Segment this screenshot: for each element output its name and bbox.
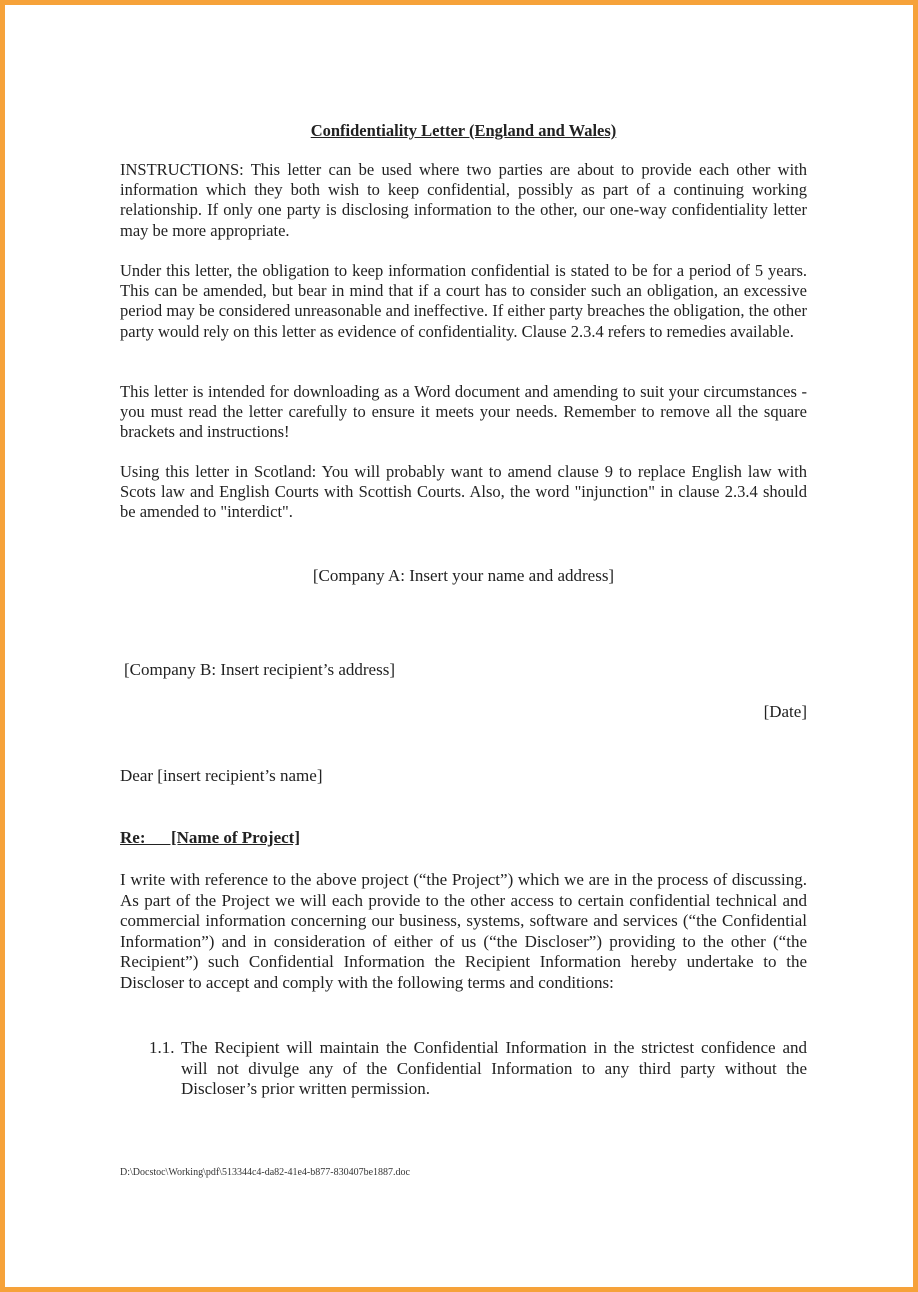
date-placeholder: [Date] [763,702,807,721]
download-paragraph: This letter is intended for downloading as a Word document and amending to suit your circumstances - you must read the letter carefully to ensure it meets your needs. Remember to remove all the square brackets and instructions! [120,382,807,442]
company-a-placeholder: [Company A: Insert your name and address] [312,566,615,585]
company-b-placeholder: [Company B: Insert recipient’s address] [124,660,395,679]
clause-number: 1.1. [149,1038,175,1057]
re-line: Re: [Name of Project] [120,828,300,847]
salutation: Dear [insert recipient’s name] [120,766,323,785]
document-title: Confidentiality Letter (England and Wales) [310,121,617,140]
scotland-paragraph: Using this letter in Scotland: You will probably want to amend clause 9 to replace English law with Scots law and English Courts with Scottish Courts. Also, the word "injunction" in clause 2.3.4 should be amended to "interdict". [120,462,807,522]
period-paragraph: Under this letter, the obligation to keep information confidential is stated to be for a period of 5 years. This can be amended, but bear in mind that if a court has to consider such an obligation, an excessive period may be considered unreasonable and ineffective. If either party breaches the obligation, the other party would rely on this letter as evidence of confidentiality. Clause 2.3.4 refers to remedies available. [120,261,807,341]
clause-text: The Recipient will maintain the Confidential Information in the strictest confidence and will not divulge any of the Confidential Information to any third party without the Discloser’s prior written permission. [181,1038,807,1099]
footer-file-path: D:\Docstoc\Working\pdf\513344c4-da82-41e4-b877-830407be1887.doc [120,1167,410,1178]
instructions-paragraph: INSTRUCTIONS: This letter can be used where two parties are about to provide each other with information which they both wish to keep confidential, possibly as part of a continuing working relationship. If only one party is disclosing information to the other, our one-way confidentiality letter may be more appropriate. [120,160,807,240]
body-paragraph: I write with reference to the above project (“the Project”) which we are in the process of discussing. As part of the Project we will each provide to the other access to certain confidential technical and commercial information concerning our business, systems, software and services (“the Confidential Information”) and in consideration of either of us (“the Discloser”) providing to the other (“the Recipient”) such Confidential Information the Recipient Information hereby undertake to the Discloser to accept and comply with the following terms and conditions: [120,870,807,992]
